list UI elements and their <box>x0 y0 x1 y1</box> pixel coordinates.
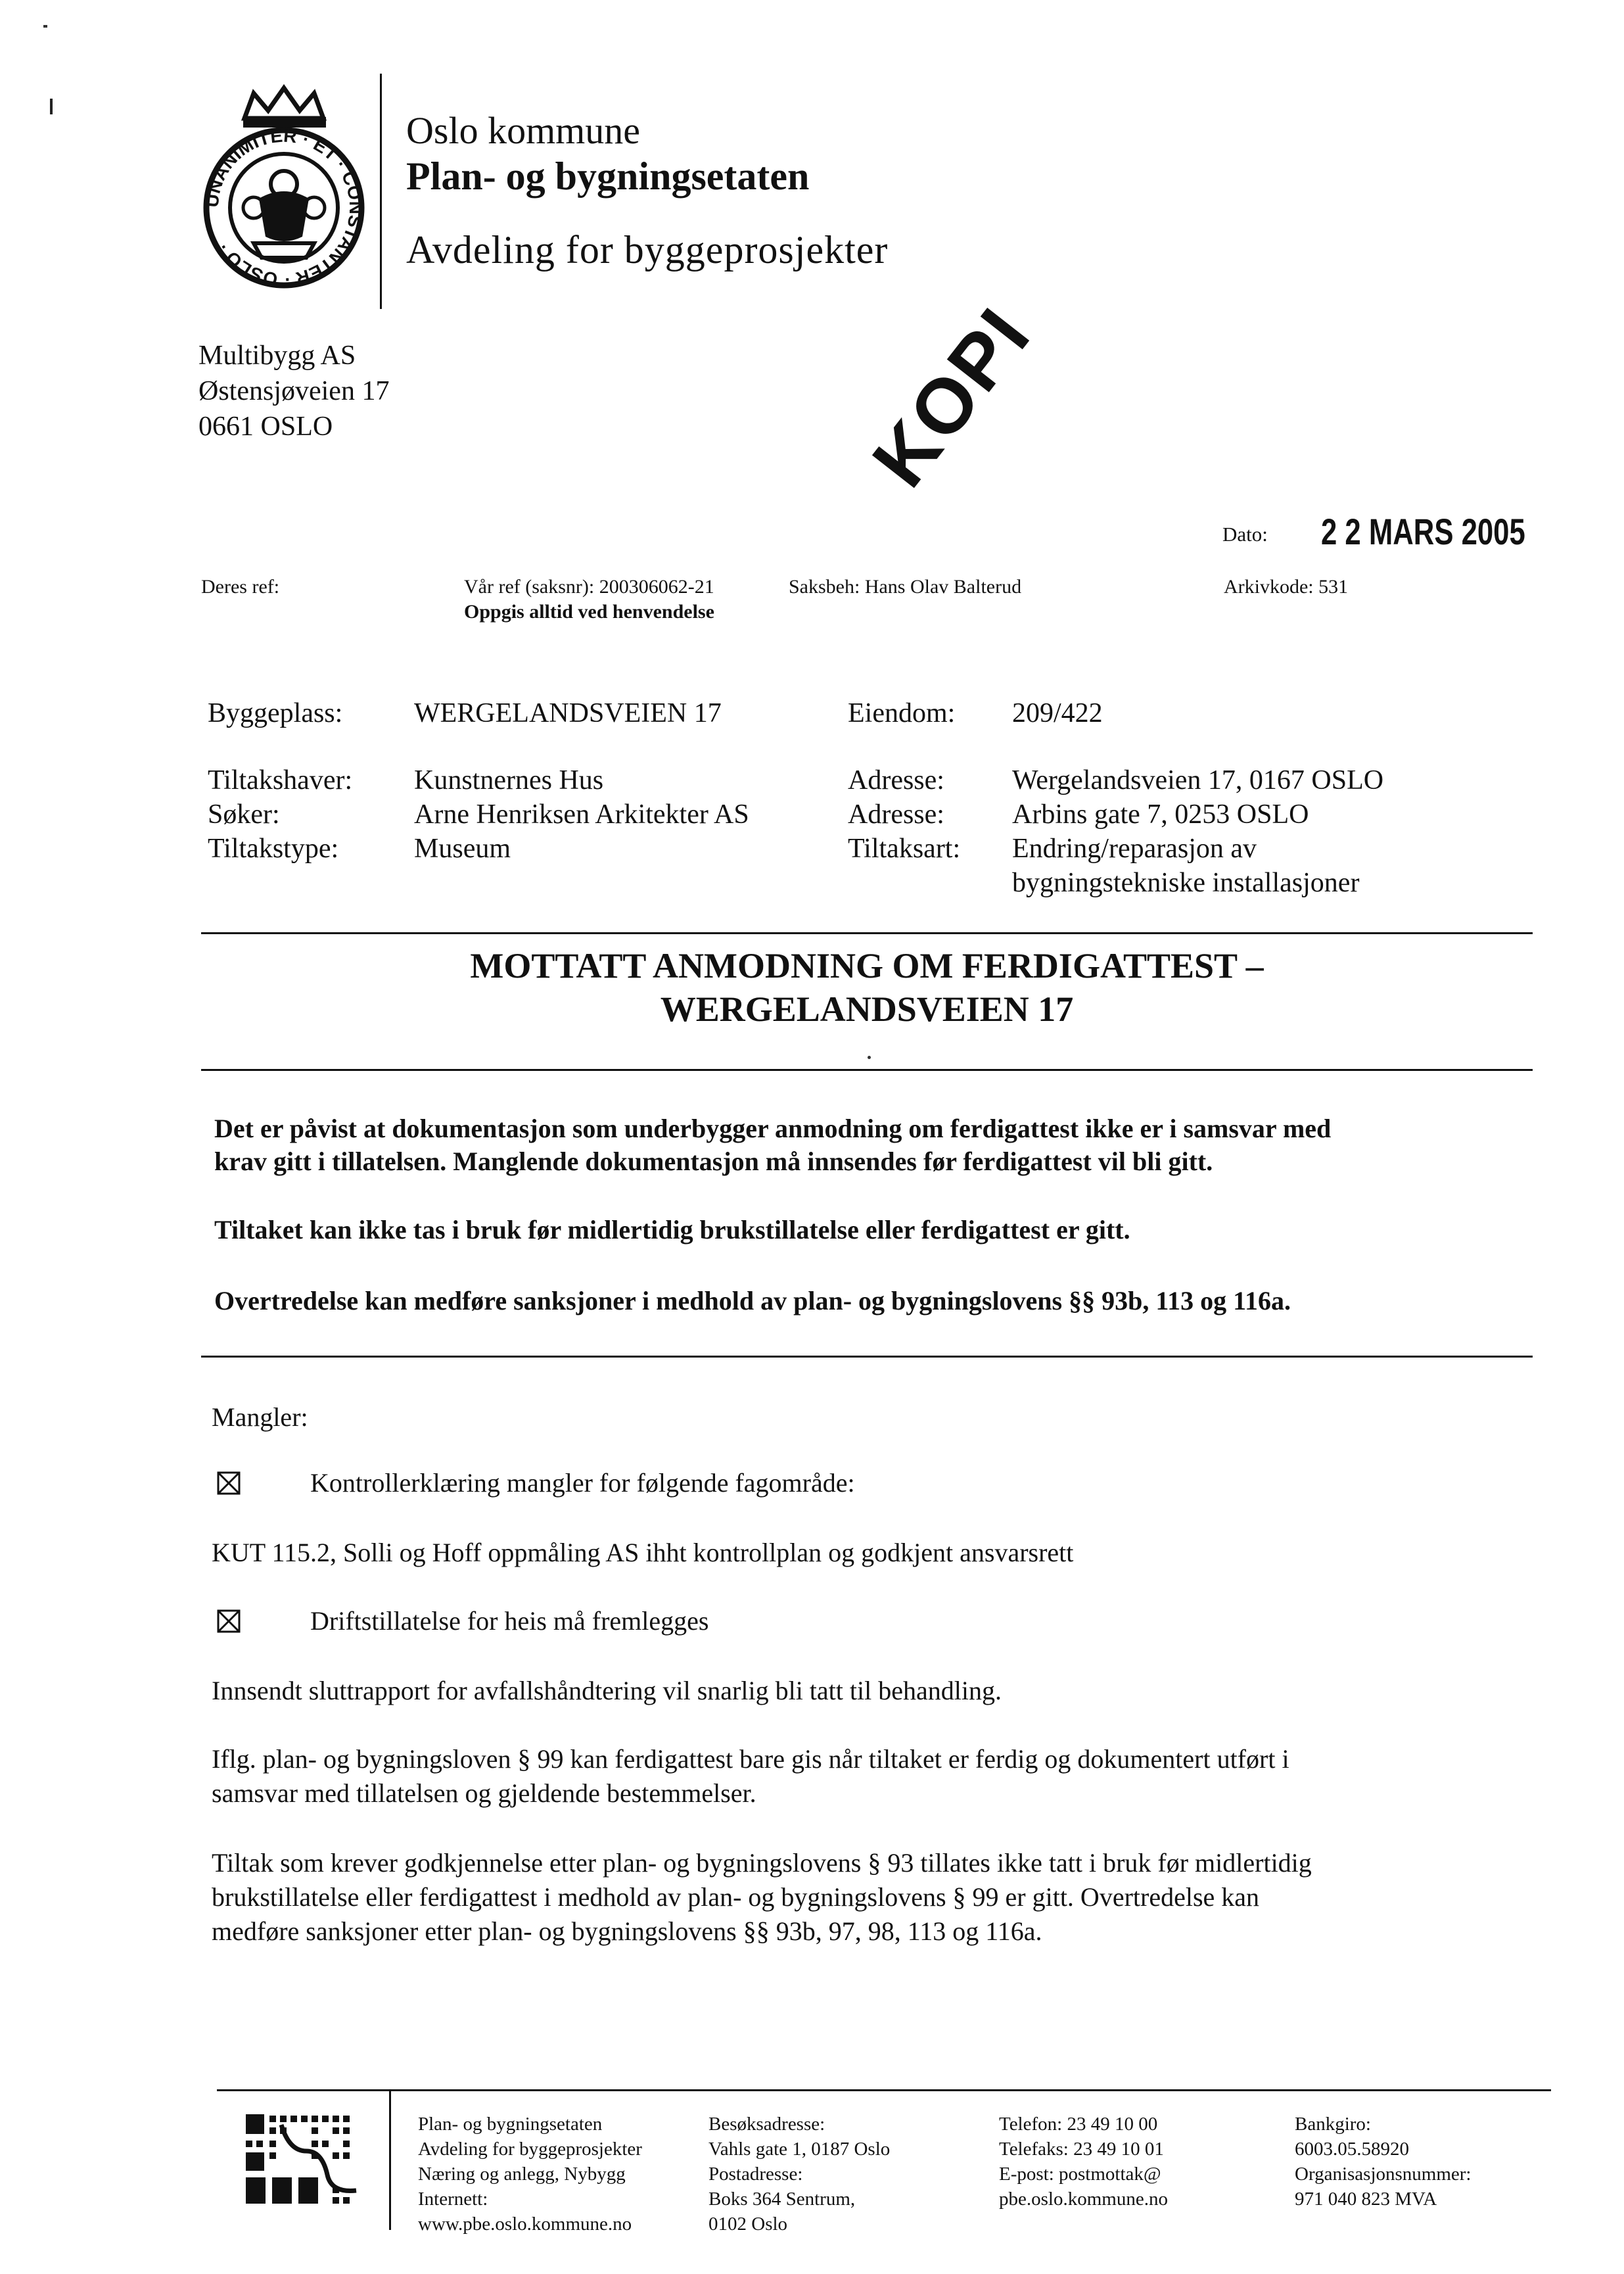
footer-line: Boks 364 Sentrum, <box>708 2189 856 2210</box>
notice-p1-line2: krav gitt i tillatelsen. Manglende dokumentasjon må innsendes før ferdigattest vil bli gitt. <box>214 1147 1213 1176</box>
footer-line: 6003.05.58920 <box>1295 2139 1409 2160</box>
mangler-kut: KUT 115.2, Solli og Hoff oppmåling AS ihht kontrollplan og godkjent ansvarsrett <box>212 1538 1074 1567</box>
title-rule-top <box>201 932 1533 934</box>
checked-box-icon <box>217 1471 241 1495</box>
var-ref: Vår ref (saksnr): 200306062-21 <box>464 576 714 598</box>
scan-mark <box>50 99 53 114</box>
footer-line: Bankgiro: <box>1295 2114 1371 2135</box>
soker-value: Arne Henriksen Arkitekter AS <box>414 799 749 830</box>
tiltaksart-value-line1: Endring/reparasjon av <box>1012 834 1257 864</box>
byggeplass-value: WERGELANDSVEIEN 17 <box>414 698 722 728</box>
eiendom-label: Eiendom: <box>848 698 956 728</box>
footer-line: Vahls gate 1, 0187 Oslo <box>708 2139 891 2160</box>
avfall-paragraph: Innsendt sluttrapport for avfallshåndtering vil snarlig bli tatt til behandling. <box>212 1676 1002 1705</box>
adresse-label-2: Adresse: <box>848 799 944 830</box>
adresse-value-2: Arbins gate 7, 0253 OSLO <box>1012 799 1309 830</box>
footer-divider <box>389 2091 391 2230</box>
recipient-name: Multibygg AS <box>198 341 356 371</box>
kopi-stamp: KOPI <box>856 291 1048 503</box>
date-stamp: 2 2 MARS 2005 <box>1321 511 1525 552</box>
var-ref-note: Oppgis alltid ved henvendelse <box>464 601 714 623</box>
byggeplass-label: Byggeplass: <box>208 698 343 728</box>
footer-email-domain: pbe.oslo.kommune.no <box>999 2189 1168 2210</box>
p93-line3: medføre sanksjoner etter plan- og bygningslovens §§ 93b, 97, 98, 113 og 116a. <box>212 1916 1042 1946</box>
footer-line: Besøksadresse: <box>708 2114 825 2135</box>
arkivkode: Arkivkode: 531 <box>1224 576 1349 598</box>
mangler-item2: Driftstillatelse for heis må fremlegges <box>310 1606 709 1636</box>
document-title-line2: WERGELANDSVEIEN 17 <box>660 989 1074 1029</box>
footer-col-address <box>708 2112 890 2237</box>
footer-line: Plan- og bygningsetaten <box>418 2114 603 2135</box>
p99-line2: samsvar med tillatelsen og gjeldende bestemmelser. <box>212 1778 756 1808</box>
tiltakshaver-label: Tiltakshaver: <box>208 765 353 795</box>
saksbehandler: Saksbeh: Hans Olav Balterud <box>789 576 1022 598</box>
adresse-label-1: Adresse: <box>848 765 944 795</box>
deres-ref-label: Deres ref: <box>201 576 280 598</box>
document-title-line1: MOTTATT ANMODNING OM FERDIGATTEST – <box>470 946 1264 985</box>
notice-p2: Tiltaket kan ikke tas i bruk før midlertidig brukstillatelse eller ferdigattest er gitt. <box>214 1215 1130 1244</box>
tiltaksart-label: Tiltaksart: <box>848 834 961 864</box>
footer-line: 971 040 823 MVA <box>1295 2189 1437 2210</box>
footer-line: Postadresse: <box>708 2164 803 2185</box>
oslo-seal-logo <box>191 79 378 289</box>
division-name: Avdeling for byggeprosjekter <box>406 228 889 272</box>
scan-mark <box>43 25 47 28</box>
footer-line: Avdeling for byggeprosjekter <box>418 2139 642 2160</box>
recipient-postal: 0661 OSLO <box>198 412 333 442</box>
footer-line: Organisasjonsnummer: <box>1295 2164 1472 2185</box>
notice-p3: Overtredelse kan medføre sanksjoner i medhold av plan- og bygningslovens §§ 93b, 113 og 116a. <box>214 1286 1291 1315</box>
eiendom-value: 209/422 <box>1012 698 1103 728</box>
recipient-street: Østensjøveien 17 <box>198 376 390 406</box>
footer-line: Næring og anlegg, Nybygg <box>418 2164 626 2185</box>
tiltakstype-value: Museum <box>414 834 511 864</box>
p99-line1: Iflg. plan- og bygningsloven § 99 kan ferdigattest bare gis når tiltaket er ferdig og dokumentert utført i <box>212 1744 1289 1774</box>
footer-phone: Telefon: 23 49 10 00 <box>999 2114 1158 2135</box>
tiltakstype-label: Tiltakstype: <box>208 834 339 864</box>
notice-rule <box>201 1356 1533 1358</box>
pbe-logo <box>243 2112 368 2210</box>
mangler-heading: Mangler: <box>212 1402 308 1432</box>
footer-rule <box>217 2089 1551 2091</box>
p93-line2: brukstillatelse eller ferdigattest i medhold av plan- og bygningslovens § 99 er gitt. Overtredelse kan <box>212 1882 1260 1912</box>
date-label: Dato: <box>1222 523 1268 546</box>
tiltakshaver-value: Kunstnernes Hus <box>414 765 604 795</box>
notice-p1-line1: Det er påvist at dokumentasjon som underbygger anmodning om ferdigattest ikke er i samsvar med <box>214 1114 1332 1143</box>
mangler-item1: Kontrollerklæring mangler for følgende fagområde: <box>310 1468 855 1498</box>
footer-line: Internett: <box>418 2189 488 2210</box>
footer-col-agency <box>418 2112 642 2237</box>
svg-text:UNANIMITER · ET · CONSTANTER ·: UNANIMITER · ET · CONSTANTER · OSLO · <box>201 125 367 289</box>
footer-fax: Telefaks: 23 49 10 01 <box>999 2139 1164 2160</box>
scan-dot <box>868 1056 871 1059</box>
footer-website: www.pbe.oslo.kommune.no <box>418 2214 632 2235</box>
footer-email: E-post: postmottak@ <box>999 2164 1161 2185</box>
org-name: Oslo kommune <box>406 109 641 152</box>
footer-line: 0102 Oslo <box>708 2214 788 2235</box>
title-rule-bottom <box>201 1069 1533 1071</box>
header-divider <box>380 74 382 309</box>
soker-label: Søker: <box>208 799 280 830</box>
adresse-value-1: Wergelandsveien 17, 0167 OSLO <box>1012 765 1384 795</box>
p93-line1: Tiltak som krever godkjennelse etter plan- og bygningslovens § 93 tillates ikke tatt i bruk før midlertidig <box>212 1848 1312 1878</box>
tiltaksart-value-line2: bygningstekniske installasjoner <box>1012 868 1360 898</box>
footer-col-bank <box>1295 2112 1472 2212</box>
footer-col-contact <box>999 2112 1168 2212</box>
agency-name: Plan- og bygningsetaten <box>406 154 810 198</box>
checked-box-icon <box>217 1609 241 1633</box>
